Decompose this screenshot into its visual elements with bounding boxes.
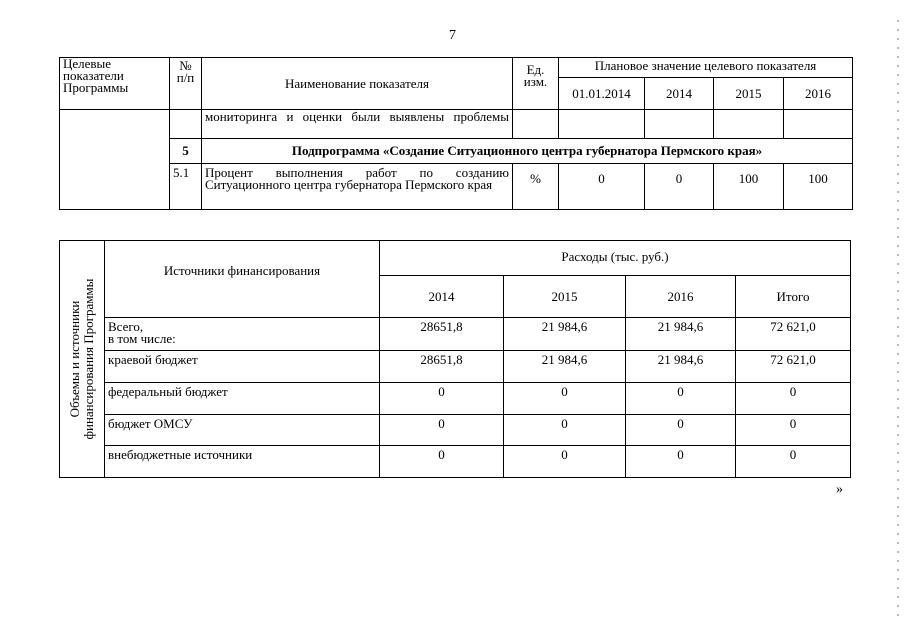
- header-targets: Целевые показатели Программы: [60, 58, 170, 110]
- table-row: [60, 351, 851, 383]
- value-cell: 21 984,6: [504, 351, 626, 383]
- value-cell: 0: [380, 446, 504, 478]
- value-cell: 0: [626, 383, 736, 415]
- year-header: 2014: [380, 276, 504, 318]
- row-value: 100: [784, 164, 853, 210]
- subprogram-num: 5: [170, 139, 202, 164]
- header-name: Наименование показателя: [202, 58, 513, 110]
- value-cell: 21 984,6: [504, 318, 626, 351]
- targets-cell-empty: [60, 110, 170, 210]
- subprogram-row: [60, 139, 853, 164]
- row-value: [784, 110, 853, 139]
- value-cell: 0: [504, 446, 626, 478]
- funding-table: [59, 240, 851, 478]
- indicators-table: [59, 57, 853, 210]
- value-cell: 0: [380, 383, 504, 415]
- source-label: внебюджетные источники: [105, 446, 380, 478]
- value-cell: 28651,8: [380, 318, 504, 351]
- year-header: 2015: [504, 276, 626, 318]
- row-name: Процент выполнения работ по созданию Ситуационного центра губернатора Пермского края: [202, 164, 513, 210]
- value-cell: 72 621,0: [736, 351, 851, 383]
- source-label: Всего, в том числе:: [105, 318, 380, 351]
- table-row: [60, 164, 853, 210]
- value-cell: 0: [736, 383, 851, 415]
- expenses-header: Расходы (тыс. руб.): [380, 241, 851, 276]
- header-num: № п/п: [170, 58, 202, 110]
- value-cell: 0: [736, 415, 851, 446]
- value-cell: 21 984,6: [626, 318, 736, 351]
- row-num: 5.1: [170, 164, 202, 210]
- table-row: [60, 383, 851, 415]
- source-label: бюджет ОМСУ: [105, 415, 380, 446]
- value-cell: 0: [626, 446, 736, 478]
- source-label: краевой бюджет: [105, 351, 380, 383]
- row-num: [170, 110, 202, 139]
- value-cell: 0: [736, 446, 851, 478]
- table-row: [60, 318, 851, 351]
- header-year-0: 01.01.2014: [559, 78, 645, 110]
- page-number: 7: [449, 28, 456, 43]
- row-value: 100: [714, 164, 784, 210]
- source-label: федеральный бюджет: [105, 383, 380, 415]
- closing-quote: »: [836, 482, 843, 497]
- header-year-1: 2014: [645, 78, 714, 110]
- row-value: 0: [645, 164, 714, 210]
- row-value: [645, 110, 714, 139]
- row-value: [559, 110, 645, 139]
- value-cell: 28651,8: [380, 351, 504, 383]
- funding-side-label: Объемы и источники финансирования Программы: [67, 278, 96, 440]
- value-cell: 0: [626, 415, 736, 446]
- value-cell: 0: [380, 415, 504, 446]
- sources-header: Источники финансирования: [105, 241, 380, 318]
- subprogram-title: Подпрограмма «Создание Ситуационного центра губернатора Пермского края»: [202, 139, 853, 164]
- row-unit: %: [513, 164, 559, 210]
- row-name: мониторинга и оценки были выявлены проблемы: [202, 110, 513, 139]
- value-cell: 72 621,0: [736, 318, 851, 351]
- table-row: [60, 415, 851, 446]
- value-cell: 0: [504, 415, 626, 446]
- header-year-2: 2015: [714, 78, 784, 110]
- value-cell: 21 984,6: [626, 351, 736, 383]
- year-header: Итого: [736, 276, 851, 318]
- row-unit: [513, 110, 559, 139]
- table-row: [60, 446, 851, 478]
- header-unit: Ед. изм.: [513, 58, 559, 110]
- row-value: 0: [559, 164, 645, 210]
- header-year-3: 2016: [784, 78, 853, 110]
- year-header: 2016: [626, 276, 736, 318]
- header-planned-group: Плановое значение целевого показателя: [559, 58, 853, 78]
- table-row: [60, 110, 853, 139]
- row-value: [714, 110, 784, 139]
- funding-side-label-cell: [60, 241, 105, 478]
- scan-edge-marks: [897, 20, 899, 620]
- value-cell: 0: [504, 383, 626, 415]
